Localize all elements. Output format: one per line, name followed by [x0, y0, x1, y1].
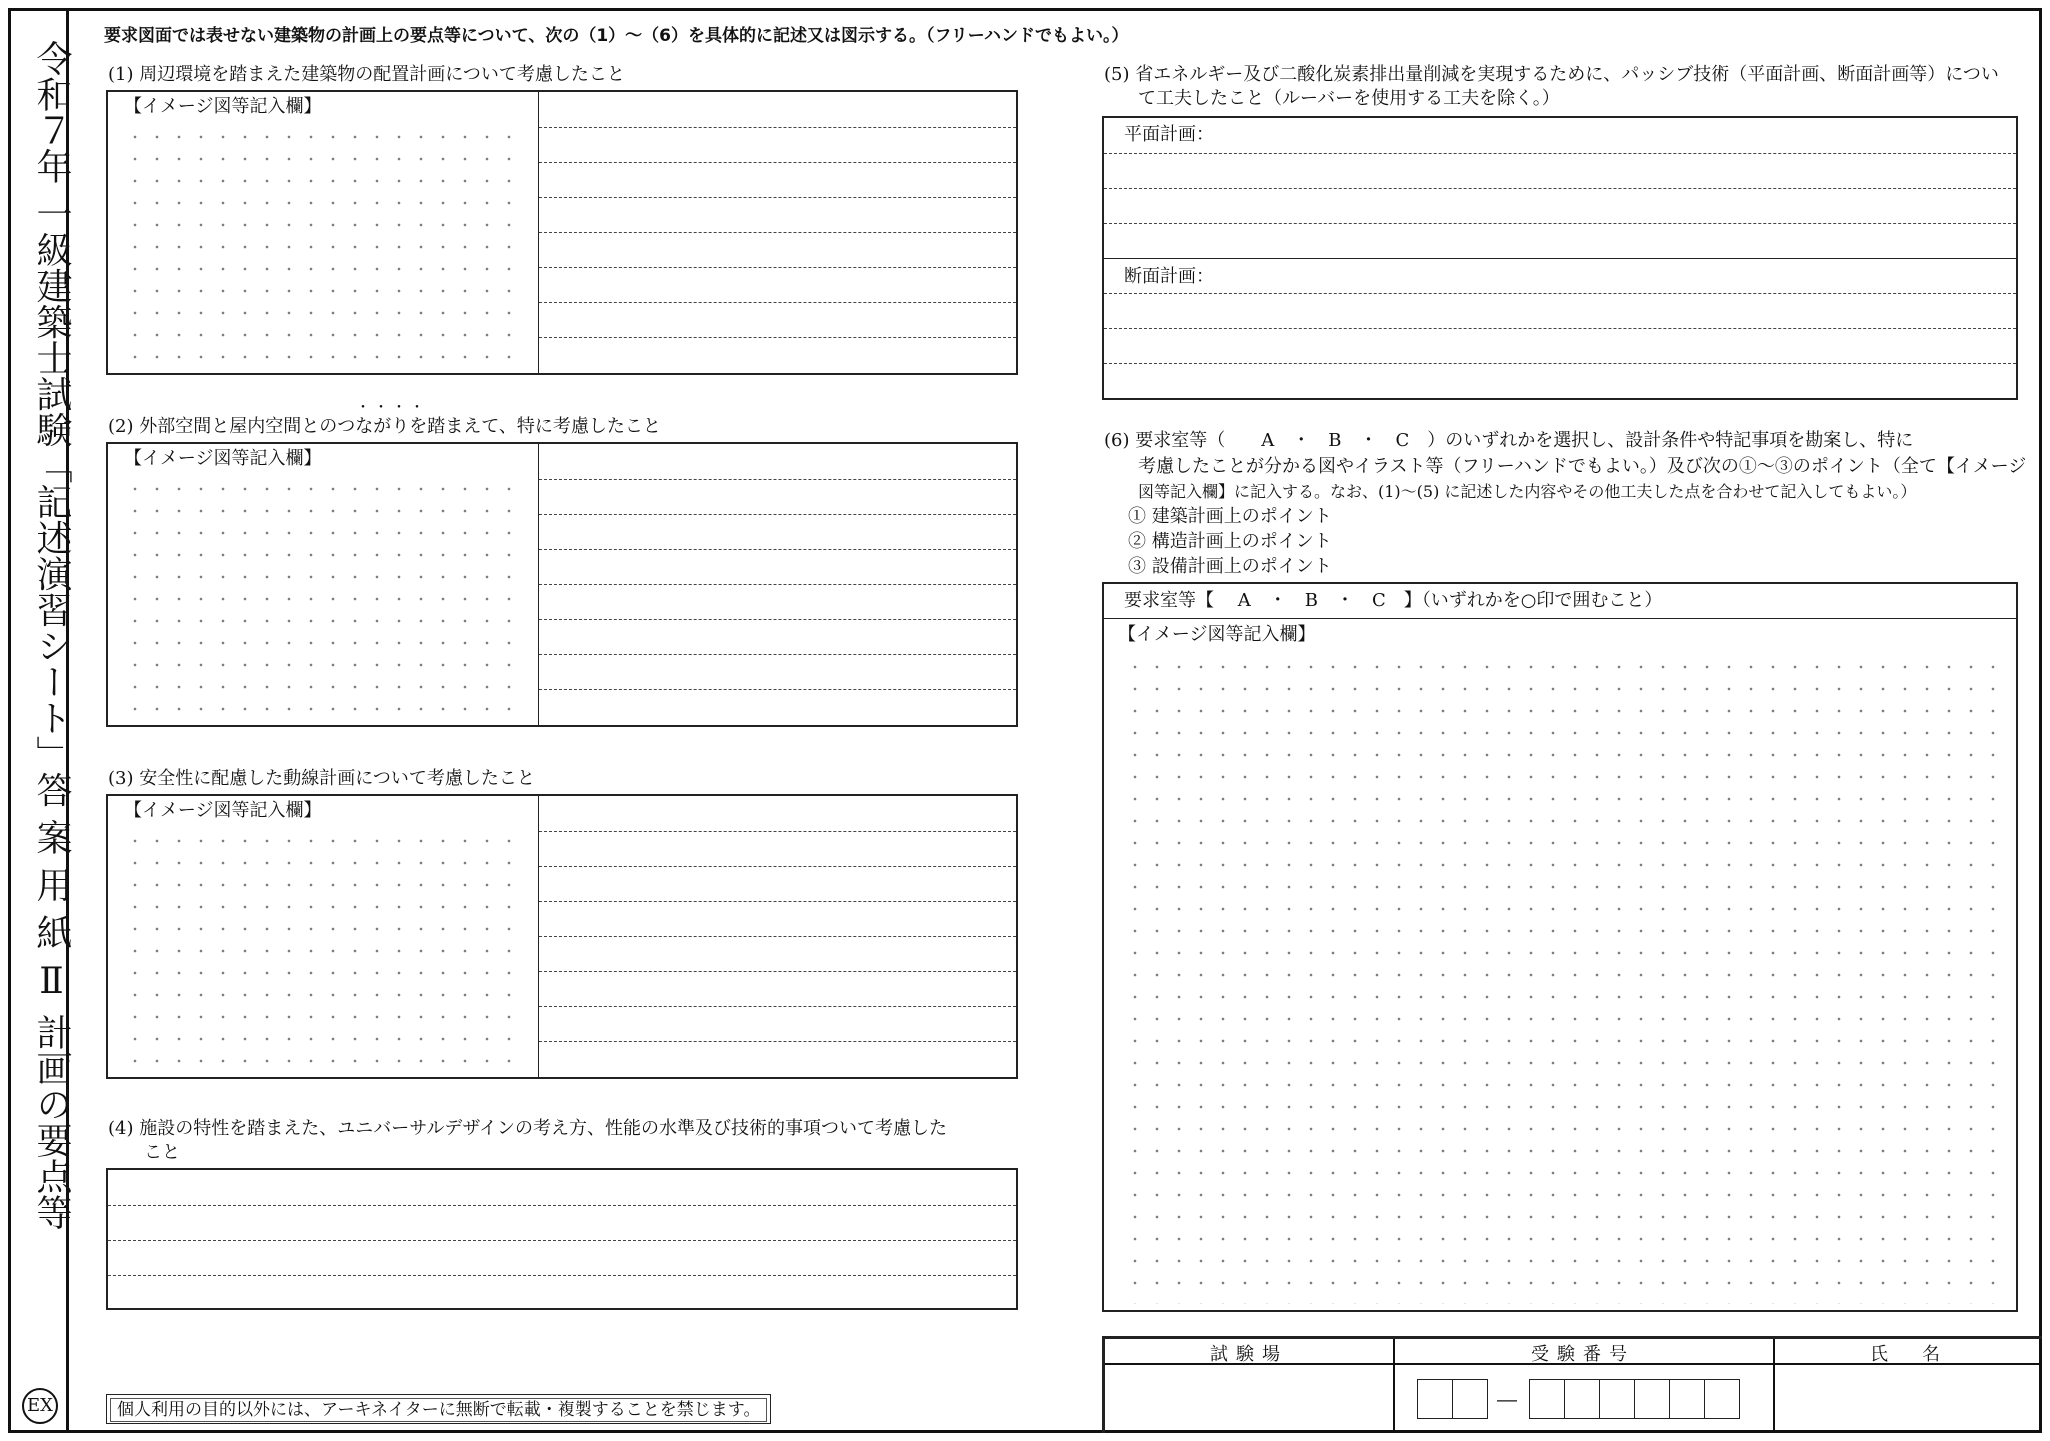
q1-title: (1) 周辺環境を踏まえた建築物の配置計画について考慮したこと	[108, 64, 625, 85]
copyright-inner	[110, 1398, 767, 1422]
name-label: 氏 名	[1870, 1344, 1948, 1365]
number-label: 受験番号	[1531, 1344, 1635, 1365]
copyright-notice	[106, 1394, 771, 1424]
q5-plan-label: 平面計画：	[1124, 124, 1214, 145]
q6-title-line3: 図等記入欄】に記入する。なお、(1)～(5) に記述した内容やその他工夫した点を合わせて記入してもよい。）	[1138, 482, 1917, 501]
vertical-title: 令和７年 一級建築士試験「記述演習シート」答 案 用 紙 Ⅱ 計画の要点等	[31, 40, 72, 1230]
q2-answer-box	[106, 442, 1018, 727]
q2-dot-grid[interactable]	[118, 472, 528, 722]
q4-title-line2: こと	[144, 1142, 180, 1163]
q1-dot-grid[interactable]	[118, 120, 528, 370]
number-box-6[interactable]	[1634, 1379, 1670, 1419]
instruction-text: 要求図面では表せない建築物の計画上の要点等について、次の（1）～（6）を具体的に記述又は図示する。（フリーハンドでもよい。）	[104, 26, 1129, 46]
number-box-4[interactable]	[1564, 1379, 1600, 1419]
number-box-3[interactable]	[1529, 1379, 1565, 1419]
q4-answer-box[interactable]	[106, 1168, 1018, 1310]
number-box-5[interactable]	[1599, 1379, 1635, 1419]
q6-image-label: 【イメージ図等記入欄】	[1118, 624, 1316, 645]
copyright-text: 個人利用の目的以外には、アーキネイターに無断で転載・複製することを禁じます。	[117, 1400, 761, 1420]
q2-title: (2) 外部空間と屋内空間とのつながりを踏まえて、特に考慮したこと	[108, 416, 661, 437]
q5-plan-lines[interactable]	[1104, 118, 2016, 258]
q6-dot-grid[interactable]	[1118, 650, 1998, 1304]
q6-point-2: ② 構造計画上のポイント	[1128, 531, 1332, 552]
q1-answer-box	[106, 90, 1018, 375]
applicant-table	[1102, 1336, 2042, 1433]
ex-mark	[22, 1388, 58, 1424]
q6-point-1: ① 建築計画上のポイント	[1128, 506, 1332, 527]
q5-title-line2: て工夫したこと（ルーバーを使用する工夫を除く。）	[1138, 88, 1560, 109]
ex-mark-text: EX	[27, 1395, 53, 1416]
q6-title-line1: (6) 要求室等（ A ・ B ・ C ）のいずれかを選択し、設計条件や特記事項を勘案し、特に	[1104, 430, 1914, 451]
q6-answer-box	[1102, 582, 2018, 1312]
q3-dot-grid[interactable]	[118, 824, 528, 1074]
q3-writing-lines[interactable]	[539, 796, 1016, 1077]
q1-image-label: 【イメージ図等記入欄】	[124, 96, 322, 117]
q6-room-select[interactable]: 要求室等【 A ・ B ・ C 】（いずれかを○印で囲むこと）	[1124, 590, 1663, 611]
q2-image-label: 【イメージ図等記入欄】	[124, 448, 322, 469]
q5-section-label: 断面計画：	[1124, 266, 1214, 287]
q5-answer-box	[1102, 116, 2018, 400]
q3-image-label: 【イメージ図等記入欄】	[124, 800, 322, 821]
number-box-1[interactable]	[1417, 1379, 1453, 1419]
name-field[interactable]	[1775, 1365, 2043, 1433]
q6-room-divider	[1104, 618, 2016, 619]
q2-writing-lines[interactable]	[539, 444, 1016, 725]
q3-title: (3) 安全性に配慮した動線計画について考慮したこと	[108, 768, 535, 789]
q5-section-lines[interactable]	[1104, 258, 2016, 398]
q2-emphasis-dots: ・・・・	[356, 400, 428, 416]
number-box-8[interactable]	[1704, 1379, 1740, 1419]
q3-answer-box	[106, 794, 1018, 1079]
q6-point-3: ③ 設備計画上のポイント	[1128, 556, 1332, 577]
q1-writing-lines[interactable]	[539, 92, 1016, 373]
number-box-7[interactable]	[1669, 1379, 1705, 1419]
venue-label: 試験場	[1210, 1344, 1288, 1365]
q6-title-line2: 考慮したことが分かる図やイラスト等（フリーハンドでもよい。）及び次の①～③のポイント（全て【イメージ	[1138, 456, 2027, 477]
q5-title-line1: (5) 省エネルギー及び二酸化炭素排出量削減を実現するために、パッシブ技術（平面計画、断面計画等）につい	[1104, 64, 1999, 85]
number-box-2[interactable]	[1452, 1379, 1488, 1419]
number-dash: ―	[1497, 1387, 1517, 1411]
venue-field[interactable]	[1105, 1365, 1393, 1433]
q4-title-line1: (4) 施設の特性を踏まえた、ユニバーサルデザインの考え方、性能の水準及び技術的事項ついて考慮した	[108, 1118, 948, 1139]
